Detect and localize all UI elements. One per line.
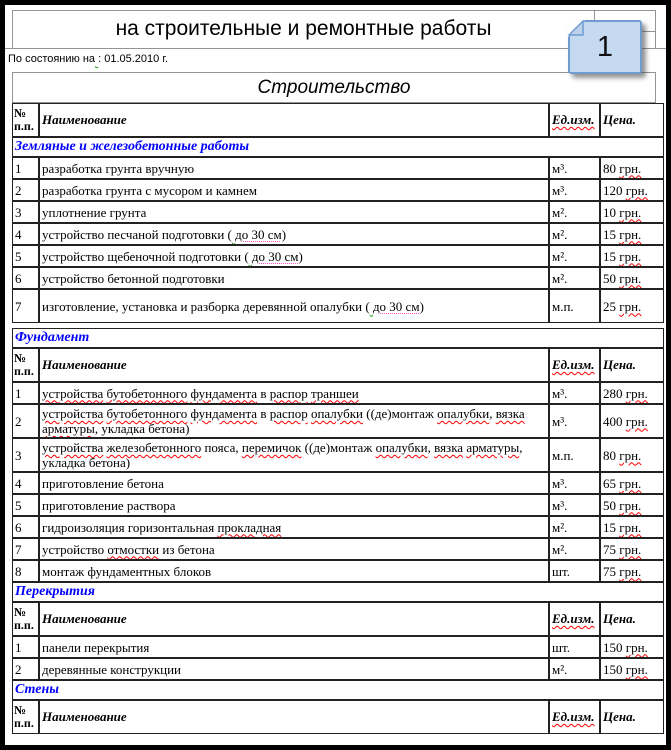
column-header-row — [12, 700, 664, 734]
item-name — [39, 382, 549, 404]
col-header-num: № п.п. — [12, 348, 39, 382]
text-run: прокладная — [217, 519, 282, 535]
item-price — [600, 438, 664, 472]
price-value: 50 — [603, 270, 620, 286]
col-header-name: Наименование — [39, 348, 549, 382]
item-number: 3 — [12, 201, 39, 223]
col-header-name: Наименование — [39, 103, 549, 137]
item-number: 3 — [12, 438, 39, 472]
price-value: 50 — [603, 497, 620, 513]
text-run: опалубки — [375, 440, 428, 455]
price-value: 15 — [603, 248, 620, 264]
text-run: гидроизоляция горизонтальная — [42, 519, 218, 535]
col-header-price: Цена. — [600, 348, 664, 382]
text-run: ) — [281, 226, 287, 242]
item-unit: м². — [549, 516, 600, 538]
price-currency: грн. — [625, 413, 648, 429]
price-currency: грн. — [619, 541, 642, 557]
item-number: 4 — [12, 472, 39, 494]
document-title: на строительные и ремонтные работы — [12, 10, 595, 48]
price-value: 75 — [603, 563, 620, 579]
col-header-unit — [549, 602, 600, 636]
item-number: 7 — [12, 289, 39, 323]
text-run: панели перекрытия — [42, 639, 150, 655]
col-header-unit-text: Ед.изм. — [552, 357, 595, 372]
table-row — [12, 157, 664, 179]
item-price — [600, 494, 664, 516]
item-price — [600, 267, 664, 289]
text-run: опалубки — [437, 406, 490, 421]
table-row — [12, 245, 664, 267]
text-run: до 30 см — [372, 298, 420, 314]
price-value: 150 — [603, 661, 626, 677]
table-row — [12, 382, 664, 404]
col-header-unit-text: Ед.изм. — [552, 611, 595, 626]
item-unit: шт. — [549, 636, 600, 658]
col-header-unit — [549, 700, 600, 734]
price-table-body — [12, 103, 664, 734]
section-title: Стены — [12, 680, 664, 700]
item-number: 2 — [12, 658, 39, 680]
item-price — [600, 157, 664, 179]
price-value: 15 — [603, 519, 620, 535]
item-price — [600, 658, 664, 680]
text-run: ) — [298, 248, 303, 264]
item-unit: м³. — [549, 494, 600, 516]
item-name — [39, 560, 549, 582]
price-value: 80 — [603, 447, 620, 463]
text-run: , укладка бетона) — [94, 421, 190, 436]
text-run: устройства — [42, 406, 104, 421]
section-title: Перекрытия — [12, 582, 664, 602]
item-number: 7 — [12, 538, 39, 560]
section-title: Земляные и железобетонные работы — [12, 137, 664, 157]
text-run: , — [489, 406, 496, 421]
text-run: перемичок — [241, 440, 302, 455]
item-unit: м². — [549, 201, 600, 223]
price-currency: грн. — [619, 270, 642, 286]
col-header-unit-text: Ед.изм. — [552, 709, 595, 724]
text-run: устройства — [42, 440, 104, 455]
col-header-unit-text: Ед.изм. — [552, 112, 595, 127]
item-number: 4 — [12, 223, 39, 245]
item-unit: м.п. — [549, 438, 600, 472]
section-row — [12, 582, 664, 602]
item-name — [39, 201, 549, 223]
table-row — [12, 560, 664, 582]
item-price — [600, 223, 664, 245]
col-header-name: Наименование — [39, 602, 549, 636]
price-currency: грн. — [619, 519, 642, 535]
section-row — [12, 137, 664, 157]
item-number: 1 — [12, 636, 39, 658]
price-value: 65 — [603, 475, 620, 491]
col-header-unit — [549, 103, 600, 137]
item-name — [39, 245, 549, 267]
item-unit: шт. — [549, 560, 600, 582]
text-run: разработка грунта вручную — [42, 160, 195, 176]
folded-corner-icon — [568, 20, 586, 38]
item-price — [600, 472, 664, 494]
text-run: изготовление, установка и разборка деревянной опалубки ( — [42, 298, 370, 314]
item-name — [39, 516, 549, 538]
price-currency: грн. — [619, 447, 642, 463]
text-run: ((де)монтаж — [363, 406, 438, 421]
item-number: 5 — [12, 245, 39, 267]
text-run: траншеи — [310, 385, 359, 401]
item-price — [600, 289, 664, 323]
item-name — [39, 289, 549, 323]
text-run: арматуры — [42, 421, 95, 436]
table-row — [12, 201, 664, 223]
text-run: фундамента — [190, 406, 258, 421]
table-row — [12, 636, 664, 658]
text-run: из бетона — [159, 541, 215, 557]
item-number: 6 — [12, 516, 39, 538]
item-name — [39, 267, 549, 289]
price-value: 400 — [603, 413, 626, 429]
item-price — [600, 538, 664, 560]
item-number: 1 — [12, 382, 39, 404]
text-run: деревянные конструкции — [42, 661, 182, 677]
item-unit: м². — [549, 267, 600, 289]
construction-heading: Строительство — [12, 72, 656, 103]
col-header-num: № п.п. — [12, 602, 39, 636]
column-header-row — [12, 103, 664, 137]
text-run: , — [427, 440, 435, 455]
table-row — [12, 179, 664, 201]
item-unit: м³. — [549, 157, 600, 179]
table-row — [12, 472, 664, 494]
text-run: бутобетонного — [106, 406, 188, 421]
text-run: распор — [269, 406, 308, 421]
text-run: отмостки — [107, 541, 160, 557]
price-value: 120 — [603, 182, 626, 198]
item-number: 8 — [12, 560, 39, 582]
text-run: , укладка бетона) — [42, 440, 523, 470]
section-row — [12, 680, 664, 700]
item-price — [600, 201, 664, 223]
item-price — [600, 516, 664, 538]
item-number: 5 — [12, 494, 39, 516]
item-name — [39, 472, 549, 494]
text-run: вязка — [495, 406, 525, 421]
table-row — [12, 223, 664, 245]
table-row — [12, 267, 664, 289]
item-unit: м². — [549, 538, 600, 560]
text-run: до 30 см — [235, 226, 282, 242]
item-name — [39, 404, 549, 438]
item-unit: м³. — [549, 472, 600, 494]
text-run: до 30 см — [251, 248, 299, 264]
price-value: 15 — [603, 226, 620, 242]
table-row — [12, 404, 664, 438]
section-title: Фундамент — [12, 328, 664, 348]
text-run: устройство бетонной подготовки — [42, 270, 225, 286]
text-run: арматуры — [466, 440, 520, 455]
text-run: ((де)монтаж — [301, 440, 376, 455]
item-price — [600, 404, 664, 438]
col-header-price: Цена. — [600, 700, 664, 734]
item-name — [39, 636, 549, 658]
item-number: 2 — [12, 179, 39, 201]
text-run: распор — [269, 385, 308, 401]
item-name — [39, 179, 549, 201]
text-run: вязка — [434, 440, 464, 455]
col-header-price: Цена. — [600, 103, 664, 137]
price-value: 280 — [603, 385, 626, 401]
item-name — [39, 438, 549, 472]
item-name — [39, 223, 549, 245]
price-currency: грн. — [619, 563, 642, 579]
item-unit: м². — [549, 223, 600, 245]
col-header-unit — [549, 348, 600, 382]
text-run: в — [257, 406, 270, 421]
item-price — [600, 636, 664, 658]
item-number: 1 — [12, 157, 39, 179]
as-of-text — [8, 53, 168, 65]
price-value: 10 — [603, 204, 620, 220]
item-name — [39, 494, 549, 516]
item-unit: м.п. — [549, 289, 600, 323]
item-name — [39, 658, 549, 680]
item-price — [600, 245, 664, 267]
text-run: уплотнение грунта — [42, 204, 147, 220]
table-row — [12, 438, 664, 472]
section-row — [12, 328, 664, 348]
price-currency: грн. — [619, 160, 642, 176]
table-row — [12, 289, 664, 323]
item-price — [600, 382, 664, 404]
text-run: приготовление раствора — [42, 497, 176, 513]
text-run: железобетонного — [106, 440, 202, 455]
as-of-line — [5, 49, 666, 72]
text-run: ) — [419, 298, 424, 314]
text-run: : 01.05.2010 г. — [98, 53, 169, 65]
text-run: устройство щебеночной подготовки ( — [42, 248, 249, 264]
item-price — [600, 179, 664, 201]
price-value: 75 — [603, 541, 620, 557]
price-currency: грн. — [619, 497, 642, 513]
item-number: 2 — [12, 404, 39, 438]
price-currency: грн. — [619, 226, 642, 242]
price-table — [12, 103, 664, 734]
page-number: 1 — [596, 30, 614, 63]
text-run: бутобетонного — [106, 385, 188, 401]
item-unit: м³. — [549, 382, 600, 404]
item-price — [600, 560, 664, 582]
price-value: 80 — [603, 160, 620, 176]
price-currency: грн. — [625, 385, 648, 401]
title-block — [12, 10, 656, 48]
text-run: приготовление бетона — [42, 475, 164, 491]
price-value: 150 — [603, 639, 626, 655]
price-currency: грн. — [619, 204, 642, 220]
price-currency: грн. — [619, 475, 642, 491]
column-header-row — [12, 602, 664, 636]
text-run: разработка грунта с мусором и камнем — [42, 182, 257, 198]
col-header-price: Цена. — [600, 602, 664, 636]
text-run: монтаж фундаментных блоков — [42, 563, 212, 579]
text-run: опалубки — [310, 406, 363, 421]
table-row — [12, 494, 664, 516]
text-run: По состоянию на — [8, 53, 96, 65]
text-run: устройство песчаной подготовки ( — [42, 226, 232, 242]
price-value: 25 — [603, 298, 620, 314]
item-unit: м³. — [549, 404, 600, 438]
item-name — [39, 538, 549, 560]
column-header-row — [12, 348, 664, 382]
item-name — [39, 157, 549, 179]
page-number-badge — [568, 20, 642, 74]
table-row — [12, 516, 664, 538]
price-currency: грн. — [625, 661, 648, 677]
table-row — [12, 538, 664, 560]
price-currency: грн. — [625, 639, 648, 655]
price-currency: грн. — [625, 182, 648, 198]
item-unit: м³. — [549, 179, 600, 201]
text-run: в — [257, 385, 270, 401]
item-unit: м². — [549, 245, 600, 267]
col-header-name: Наименование — [39, 700, 549, 734]
col-header-num: № п.п. — [12, 103, 39, 137]
col-header-num: № п.п. — [12, 700, 39, 734]
text-run: фундамента — [190, 385, 258, 401]
text-run: устройства — [42, 385, 104, 401]
table-row — [12, 658, 664, 680]
item-number: 6 — [12, 267, 39, 289]
text-run: устройство — [42, 541, 108, 557]
item-unit: м². — [549, 658, 600, 680]
text-run: пояса, — [201, 440, 242, 455]
price-currency: грн. — [619, 298, 642, 314]
price-currency: грн. — [619, 248, 642, 264]
